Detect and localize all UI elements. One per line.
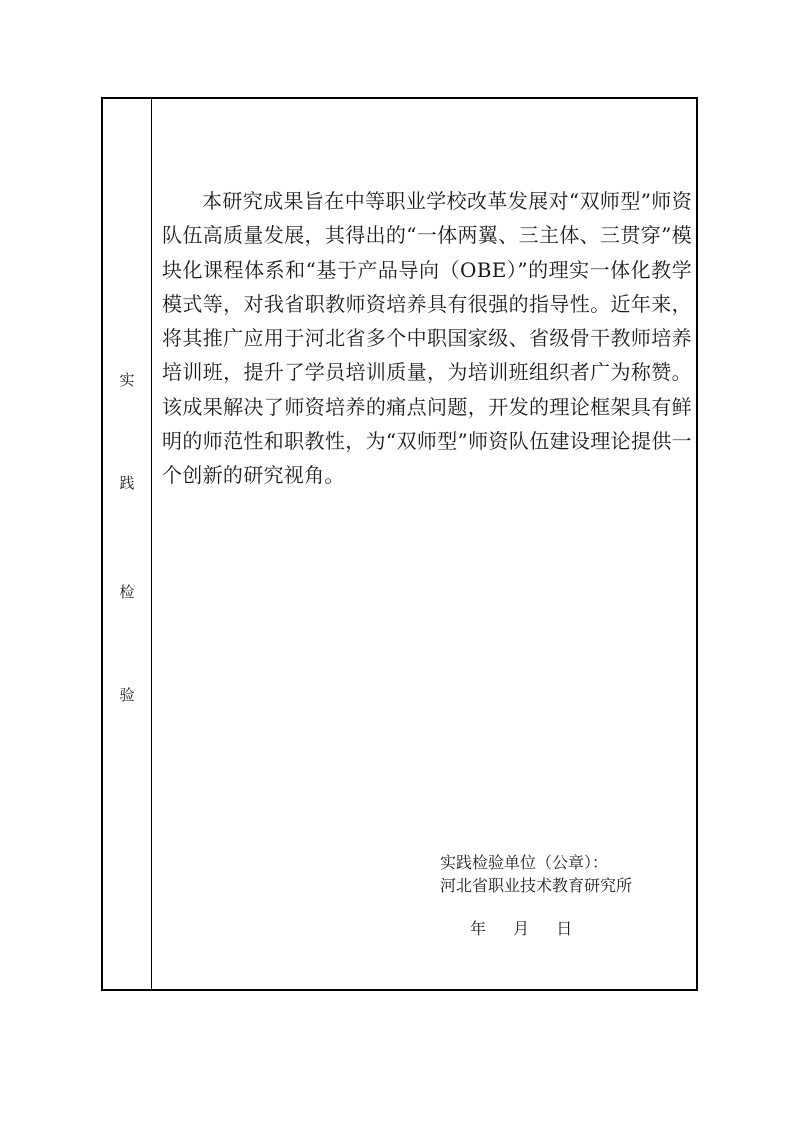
section-label-char: 实 bbox=[119, 371, 135, 389]
date-year: 年 bbox=[470, 919, 487, 938]
verification-paragraph: 本研究成果旨在中等职业学校改革发展对“双师型”师资队伍高质量发展，其得出的“一体两翼、三主体、三贯穿”模块化课程体系和“基于产品导向（OBE）”的理实一体化教学模式等，对我省职教师资培养具有很强的指导性。近年来，将其推广应用于河北省多个中职国家级、省级骨干教师培养培训班，提升了学员培训质量，为培训班组织者广为称赞。该成果解决了师资培养的痛点问题，开发的理论框架具有鲜明的师范性和职教性，为“双师型”师资队伍建设理论提供一个创新的研究视角。 bbox=[162, 189, 692, 488]
verification-unit-label: 实践检验单位（公章）： bbox=[440, 853, 609, 872]
section-label-char: 检 bbox=[119, 583, 135, 601]
practice-verification-table bbox=[101, 97, 698, 991]
column-divider bbox=[151, 99, 152, 989]
verification-unit-name: 河北省职业技术教育研究所 bbox=[440, 876, 633, 895]
date-day: 日 bbox=[556, 919, 573, 938]
date-month: 月 bbox=[513, 919, 530, 938]
section-label-column bbox=[103, 99, 151, 989]
signature-date bbox=[470, 917, 594, 941]
section-label-char: 验 bbox=[119, 686, 135, 704]
section-label-char: 践 bbox=[119, 474, 135, 492]
